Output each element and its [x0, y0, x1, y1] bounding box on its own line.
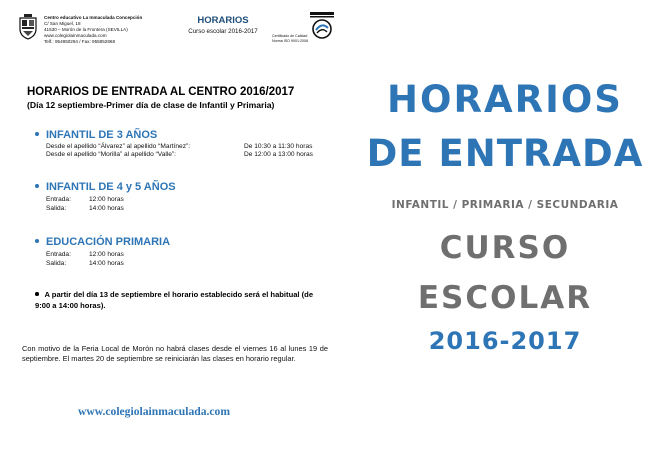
- section-title-primaria: [35, 236, 170, 248]
- exit-label: Salida:: [46, 260, 67, 267]
- school-street: C/ San Miguel, 18: [44, 21, 81, 27]
- exit-time: 14:00 horas: [89, 260, 124, 267]
- holiday-paragraph: Con motivo de la Feria Local de Morón no habrá clases desde el viernes 16 al lunes 19 de septiembre. El martes 20 de septiembre se reiniciarán las clases en horario regular.: [22, 344, 328, 363]
- cover-years: 2016-2017: [428, 327, 582, 355]
- certificate-text: [272, 34, 308, 43]
- certificate-block: [272, 12, 340, 52]
- school-address: [44, 15, 142, 45]
- section-title-text: EDUCACIÓN PRIMARIA: [46, 236, 171, 248]
- school-name: Centro educativo La Inmaculada Concepción: [44, 15, 143, 20]
- entry-label: Entrada:: [46, 196, 71, 203]
- cover-page: [352, 0, 658, 465]
- certificate-line: Norma ISO 9001:2008: [272, 38, 308, 43]
- entry-label: Entrada:: [46, 251, 71, 258]
- header-title: HORARIOS: [197, 15, 249, 26]
- quality-certificate-icon: [310, 12, 334, 42]
- cover-levels: INFANTIL / PRIMARIA / SECUNDARIA: [391, 199, 619, 211]
- section-title-infantil-4-5: [35, 181, 176, 193]
- bullet-icon: [35, 292, 39, 296]
- section-title-text: INFANTIL DE 3 AÑOS: [46, 129, 158, 141]
- schedule-note-text: A partir del día 13 de septiembre el horario establecido será el habitual (de 9:00 a 14:00 horas).: [35, 290, 314, 310]
- cover-title-line1: HORARIOS: [387, 78, 623, 121]
- section-title-infantil-3: [35, 129, 157, 141]
- letterhead: [18, 12, 340, 56]
- certificate-line: Certificado de Calidad: [272, 34, 308, 38]
- school-city: 41530 – Morón de la Frontera (SEVILLA): [44, 27, 128, 33]
- schedule-row-label: Desde el apellido “Álvarez” al apellido “Martínez”:: [46, 143, 191, 150]
- school-crest-icon: [18, 14, 38, 40]
- school-phone: Telf.: 954850294 / Fax: 955852868: [44, 39, 116, 45]
- school-web[interactable]: www.colegiolainmaculada.com: [44, 33, 107, 39]
- section-title-text: INFANTIL DE 4 y 5 AÑOS: [46, 181, 176, 193]
- cover-course-line1: CURSO: [439, 230, 571, 266]
- schedule-row-time: De 10:30 a 11:30 horas: [244, 143, 313, 150]
- bullet-icon: [35, 132, 39, 136]
- main-heading: HORARIOS DE ENTRADA AL CENTRO 2016/2017: [27, 86, 295, 98]
- exit-label: Salida:: [46, 205, 67, 212]
- entry-time: 12:00 horas: [89, 196, 124, 203]
- exit-time: 14:00 horas: [89, 205, 124, 212]
- cover-course-line2: ESCOLAR: [417, 280, 593, 316]
- schedule-row-time: De 12:00 a 13:00 horas: [244, 151, 313, 158]
- schedule-row-label: Desde el apellido “Morilla” al apellido “Valle”:: [46, 151, 176, 158]
- bullet-icon: [35, 184, 39, 188]
- main-subheading: (Día 12 septiembre-Primer día de clase de Infantil y Primaria): [27, 100, 275, 110]
- bullet-icon: [35, 239, 39, 243]
- entry-time: 12:00 horas: [89, 251, 124, 258]
- website-link[interactable]: www.colegiolainmaculada.com: [78, 405, 230, 418]
- header-title-block: [168, 15, 278, 35]
- cover-title-line2: DE ENTRADA: [366, 132, 644, 175]
- schedule-note: [35, 289, 325, 311]
- header-subtitle: Curso escolar 2016-2017: [188, 28, 258, 35]
